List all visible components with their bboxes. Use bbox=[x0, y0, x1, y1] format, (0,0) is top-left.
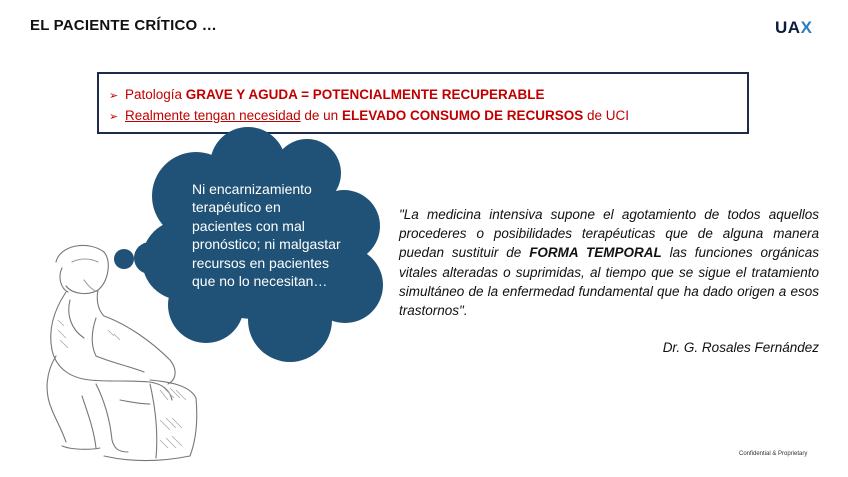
criteria-emphasis: GRAVE Y AGUDA = POTENCIALMENTE RECUPERABLE bbox=[185, 87, 545, 102]
criteria-text: Patología bbox=[125, 87, 186, 102]
quote-author: Dr. G. Rosales Fernández bbox=[662, 340, 819, 355]
logo-main: UA bbox=[775, 18, 801, 37]
arrow-bullet-icon: ➢ bbox=[109, 111, 119, 123]
criteria-emphasis: ELEVADO CONSUMO DE RECURSOS bbox=[341, 108, 584, 123]
sketch-shading bbox=[58, 320, 186, 448]
quote-emphasis: FORMA TEMPORAL bbox=[529, 245, 662, 261]
quote-text: "La medicina intensiva supone el agotamiento de todos aquellos procederes o posibilidades terapéuticas que de alguna manera puedan sustituir de bbox=[399, 207, 819, 261]
arrow-bullet-icon: ➢ bbox=[109, 90, 119, 102]
criteria-tail: de UCI bbox=[583, 108, 629, 123]
quote-text-end: las funciones orgánicas vitales alteradas o suprimidas, al tiempo que se sigue el tratamiento simultáneo de la enfermedad fundamental que ha dado origen a esos trastornos". bbox=[399, 245, 819, 319]
thought-bubble-text: Ni encarnizamiento terapéutico en pacientes con mal pronóstico; ni malgastar recursos en pacientes que no lo necesitan… bbox=[192, 181, 341, 290]
criteria-underlined: Realmente tengan necesidad bbox=[125, 108, 301, 123]
criteria-text: de un bbox=[300, 108, 342, 123]
confidential-footer: Confidential & Proprietary bbox=[739, 451, 808, 457]
quote-block bbox=[399, 205, 819, 320]
logo-accent: X bbox=[800, 18, 813, 37]
slide-title: EL PACIENTE CRÍTICO … bbox=[30, 17, 217, 34]
